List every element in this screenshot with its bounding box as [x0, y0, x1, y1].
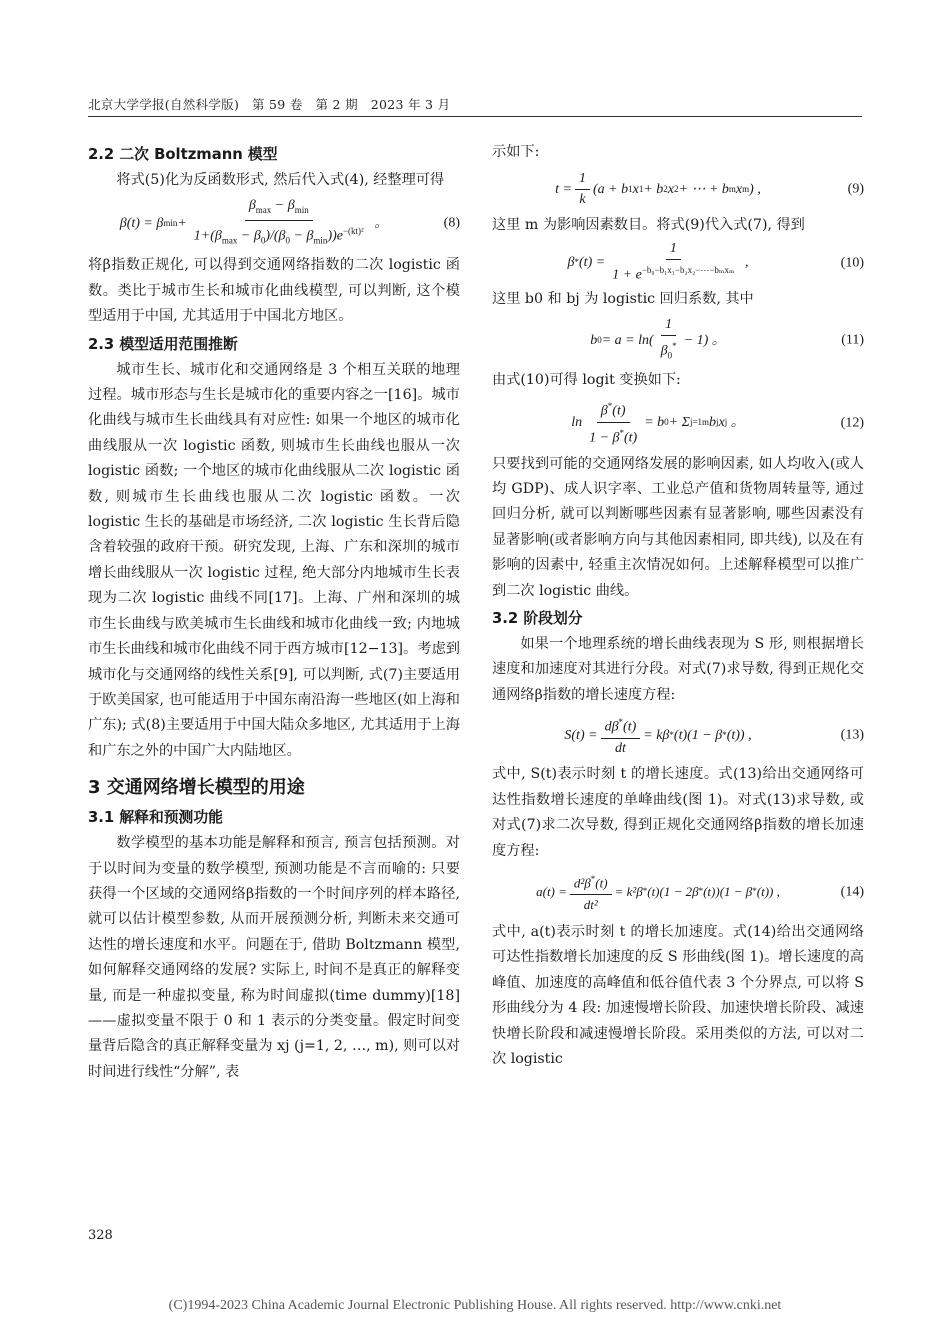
paragraph: 如果一个地理系统的增长曲线表现为 S 形, 则根据增长速度和加速度对其进行分段。对式(7)求导数, 得到正规化交通网络β指数的增长速度方程:: [492, 636, 864, 703]
header-rule: [88, 116, 862, 117]
equation-9: t = $\frac{1}{k}$ (a + b 1 x 1 + b 2 x 2 + ⋯ + b m x m ) , (9): [555, 170, 864, 207]
equation-13: S(t) = $\frac{d\beta^*(t)}{dt}$ = kβ * (t)(1 − β * (t)) , (13): [492, 708, 864, 762]
paragraph: 数学模型的基本功能是解释和预言, 预言包括预测。对于以时间为变量的数学模型, 预测功能是不言而喻的: 只要获得一个区域的交通网络β指数的一个时间序列的样本路径, 就可以估计模型参数, 从而开展预测分析, 判断未来交通可达性的增长速度和水平。问题在于, 借助 Boltzmann 模型, 如何解释交通网络的发展? 实际上, 时间不是真正的解释变量, 而是一种虚拟变量, 称为时间虚拟(time dummy)[18]——虚拟变量不限于 0 和 1 表示的分类变量。假定时间变量背后隐含的真正解释变量为 xj (j=1, 2, …, m), 则可以对时间进行线性“分解”, 表: [88, 835, 460, 1080]
paragraph: 城市生长、城市化和交通网络是 3 个相互关联的地理过程。城市形态与生长是城市化的重要内容之一[16]。城市化曲线与城市生长曲线具有对应性: 如果一个地区的城市化曲线服从一次 logistic 函数, 则城市生长曲线也服从一次 logistic 函数; 一个地区的城市化曲线服从二次 logistic 函数, 则城市生长曲线也服从二次 logistic 函数。一次 logistic 生长的基础是市场经济, 二次 logistic 生长背后隐含着较强的政府干预。研究发现, 上海、广东和深圳的城市增长曲线服从一次 logistic 过程, 绝大部分内地城市生长表现为二次 logistic 曲线不同[17]。上海、广州和深圳的城市生长曲线与欧美城市生长曲线和城市化曲线一致; 内地城市生长曲线和城市化曲线不同于西方城市[12−13]。考虑到城市化与交通网络的线性关系[9], 可以判断, 式(7)主要适用于欧美国家, 也可能适用于中国东南沿海一些地区(如上海和广东); 式(8)主要适用于中国大陆众多地区, 尤其适用于上海和广东之外的中国广大内陆地区。: [88, 361, 460, 759]
equation-number: (9): [847, 181, 864, 197]
equation-number: (14): [840, 884, 864, 900]
paragraph: 将式(5)化为反函数形式, 然后代入式(4), 经整理可得: [116, 172, 445, 188]
paragraph: 示如下:: [492, 144, 540, 160]
section-2-3-title: 2.3 模型适用范围推断: [88, 335, 238, 353]
equation-14: a(t) = $\frac{d^2\beta^*(t)}{\text{dt²}}$ = k²β * (t)(1 − 2β * (t))(1 − β * (t)) , (14): [492, 864, 864, 920]
section-2-2-title: 2.2 二次 Boltzmann 模型: [88, 146, 278, 163]
date: 2023 年 3 月: [370, 97, 451, 112]
paragraph: 由式(10)可得 logit 变换如下:: [492, 372, 681, 389]
equation-number: (13): [840, 727, 864, 743]
copyright-footer: (C)1994-2023 China Academic Journal Electronic Publishing House. All rights reserved. http://www.cnki.net: [168, 1298, 782, 1313]
equation-number: (12): [840, 414, 864, 430]
equation-12: ln $\frac{\beta^*(t)}{1 - \beta^*(t)}$ = b 0 + Σ j=1 m b j x j 。 (12): [492, 394, 864, 452]
paragraph: 式中, a(t)表示时刻 t 的增长加速度。式(14)给出交通网络可达性指数增长加速度的反 S 形曲线(图 1)。增长速度的高峰值、加速度的高峰值和低谷值代表 3 个分界点, 可以将 S 形曲线分为 4 段: 加速慢增长阶段、加速快增长阶段、减速快增长阶段和减速慢增长阶段。采用类似的方法, 可以对二次 logistic: [492, 923, 864, 1067]
equation-10: β * (t) = $\frac{1}{1 + e^{-b_0-b_1x_1-b_2x_2-\cdots-b_mx_m}}$ , (10): [567, 241, 864, 284]
paragraph: 这里 b0 和 bj 为 logistic 回归系数, 其中: [492, 290, 754, 307]
running-header: [88, 95, 450, 113]
left-column: [88, 140, 460, 1085]
volume: 第 59 卷: [251, 97, 303, 112]
paragraph: 式中, S(t)表示时刻 t 的增长速度。式(13)给出交通网络可达性指数增长速度的单峰曲线(图 1)。对式(13)求导数, 或对式(7)求二次导数, 得到正规化交通网络β指数的增长加速度方程:: [492, 766, 864, 859]
page-number: 328: [88, 1228, 113, 1243]
paragraph: 将β指数正规化, 可以得到交通网络指数的二次 logistic 函数。类比于城市生长和城市化曲线模型, 可以判断, 这个模型适用于中国, 尤其适用于中国北方地区。: [88, 257, 460, 325]
section-3-title: 3 交通网络增长模型的用途: [88, 777, 305, 799]
section-3-1-title: 3.1 解释和预测功能: [88, 809, 223, 827]
paragraph: 这里 m 为影响因素数目。将式(9)代入式(7), 得到: [492, 217, 805, 234]
right-column: [492, 140, 864, 1072]
equation-number: (8): [443, 215, 460, 231]
equation-11: b 0 = a = ln( $\frac{1}{\beta_0^*}$ − 1) 。 (11): [590, 316, 864, 361]
equation-number: (11): [841, 332, 864, 348]
equation-number: (10): [840, 255, 864, 271]
equation-8: β(t) = β min + $\frac{\beta_{max} - \beta_{min}}{1+(\beta_{max} - \beta_0)/(\beta_0 - \beta_{min}))e^{-(kt)^2}}$ 。 (8): [119, 198, 460, 246]
journal-name: 北京大学学报(自然科学版): [88, 97, 240, 112]
section-3-2-title: 3.2 阶段划分: [492, 610, 583, 628]
issue: 第 2 期: [315, 97, 358, 112]
paragraph: 只要找到可能的交通网络发展的影响因素, 如人均收入(或人均 GDP)、成人识字率、工业总产值和货物周转量等, 通过回归分析, 就可以判断哪些因素有显著影响, 哪些因素没有显著影响(或者影响方向与其他因素相同, 即共线), 以及在有影响的因素中, 轻重主次情况如何。上述解释模型可以推广到二次 logistic 曲线。: [492, 455, 864, 599]
